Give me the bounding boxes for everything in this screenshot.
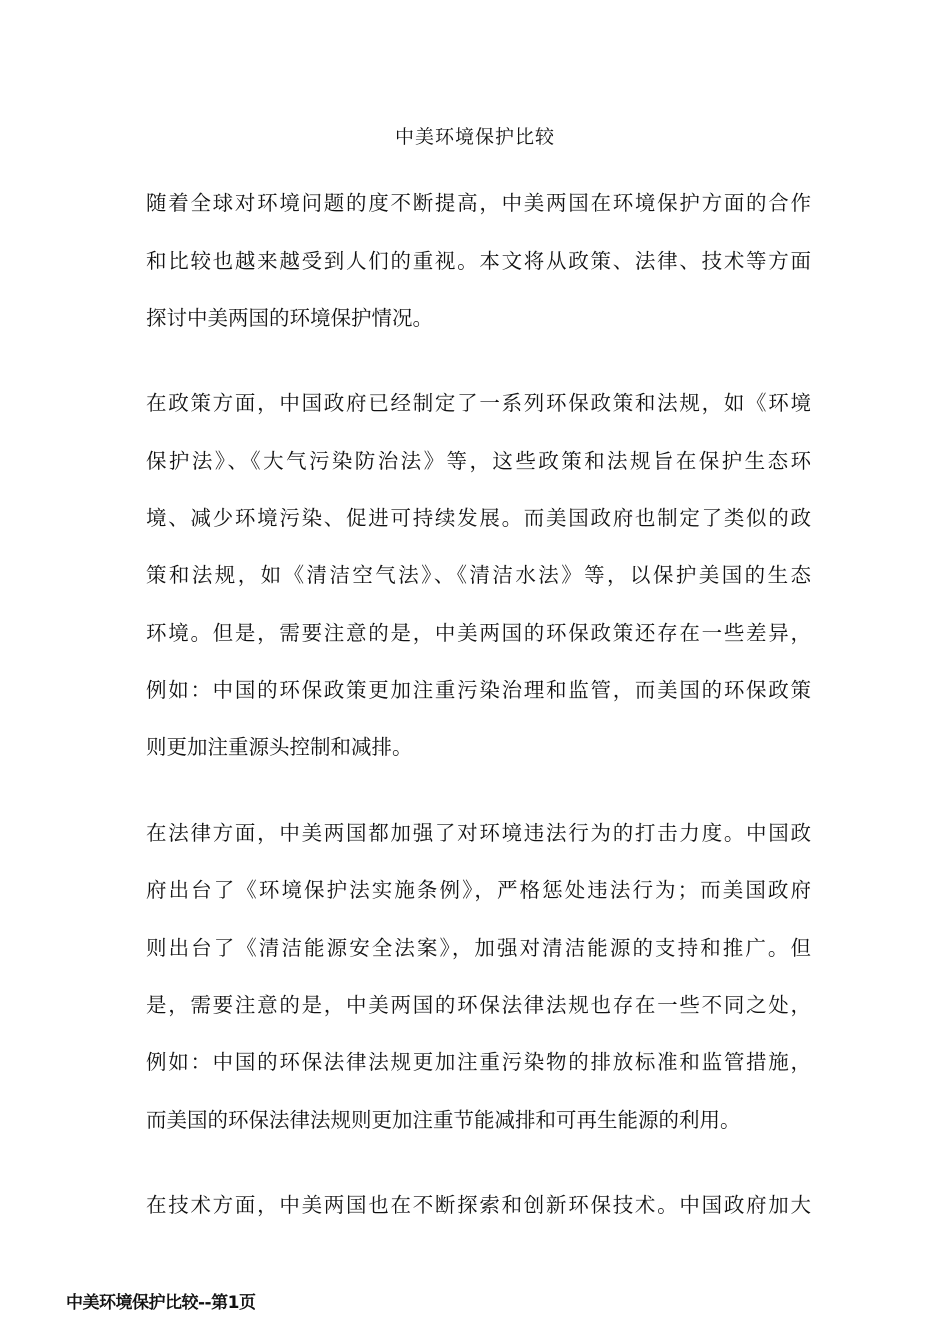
paragraph-3-line-3: 则出台了《清洁能源安全法案》，加强对清洁能源的支持和推广。但	[146, 936, 811, 960]
paragraph-1-line-1: 随着全球对环境问题的度不断提高，中美两国在环境保护方面的合作	[146, 191, 811, 215]
paragraph-1-line-3: 探讨中美两国的环境保护情况。	[146, 306, 433, 330]
paragraph-2-line-5: 环境。但是，需要注意的是，中美两国的环保政策还存在一些差异，	[146, 621, 811, 645]
paragraph-2-line-4: 策和法规，如《清洁空气法》、《清洁水法》等，以保护美国的生态	[146, 563, 811, 587]
paragraph-2-line-2: 保护法》、《大气污染防治法》等，这些政策和法规旨在保护生态环	[146, 449, 811, 473]
paragraph-2-line-6: 例如：中国的环保政策更加注重污染治理和监管，而美国的环保政策	[146, 678, 811, 702]
paragraph-3-line-4: 是，需要注意的是，中美两国的环保法律法规也存在一些不同之处，	[146, 993, 811, 1017]
paragraph-2-line-1: 在政策方面，中国政府已经制定了一系列环保政策和法规，如《环境	[146, 391, 811, 415]
paragraph-2-line-7: 则更加注重源头控制和减排。	[146, 735, 413, 759]
paragraph-2-line-3: 境、减少环境污染、促进可持续发展。而美国政府也制定了类似的政	[146, 506, 811, 530]
paragraph-3-line-1: 在法律方面，中美两国都加强了对环境违法行为的打击力度。中国政	[146, 821, 811, 845]
paragraph-3-line-6: 而美国的环保法律法规则更加注重节能减排和可再生能源的利用。	[146, 1108, 741, 1132]
paragraph-1-line-2: 和比较也越来越受到人们的重视。本文将从政策、法律、技术等方面	[146, 249, 811, 273]
paragraph-4-line-1: 在技术方面，中美两国也在不断探索和创新环保技术。中国政府加大	[146, 1193, 811, 1217]
paragraph-3-line-5: 例如：中国的环保法律法规更加注重污染物的排放标准和监管措施，	[146, 1050, 811, 1074]
document-title: 中美环境保护比较	[394, 126, 555, 148]
page-footer: 中美环境保护比较--第1页	[66, 1293, 256, 1313]
paragraph-3-line-2: 府出台了《环境保护法实施条例》，严格惩处违法行为；而美国政府	[146, 878, 811, 902]
